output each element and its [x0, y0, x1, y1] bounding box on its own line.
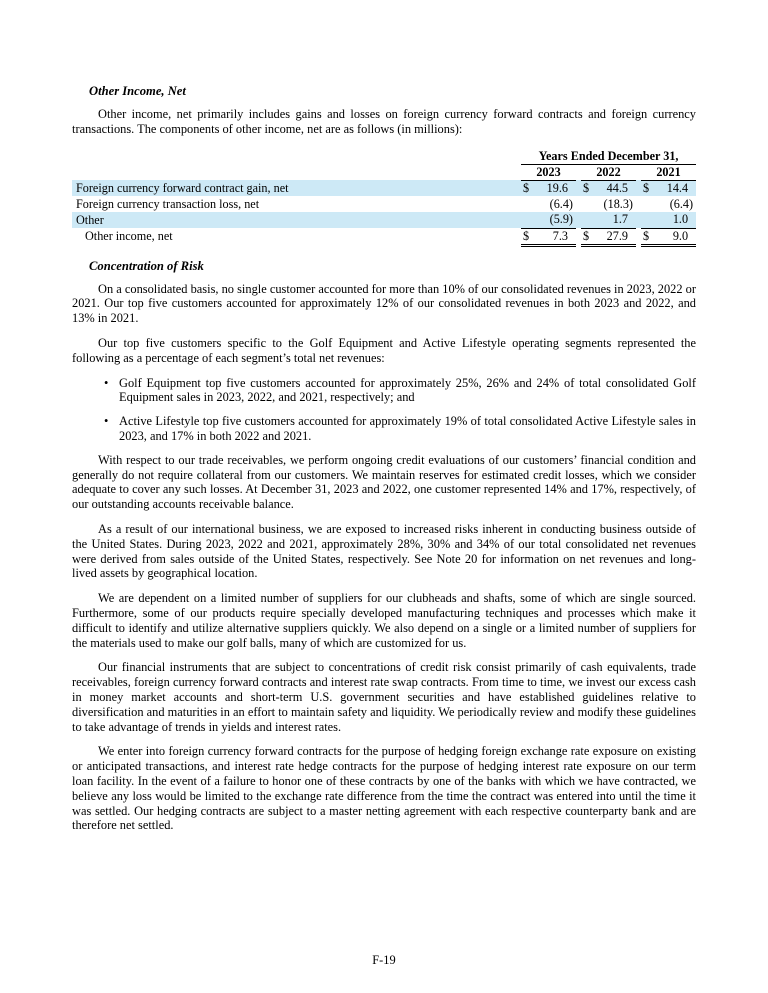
- table-span-header-row: [72, 149, 696, 165]
- currency-cell: $: [641, 180, 655, 196]
- table-year-header-row: [72, 164, 696, 180]
- table-row-total-other-income: [72, 228, 696, 245]
- paragraph-other-income-intro: Other income, net primarily includes gains and losses on foreign currency forward contracts and foreign currency transactions. The components of other income, net are as follows (in millions):: [72, 107, 696, 136]
- row-label: Foreign currency transaction loss, net: [76, 196, 260, 211]
- currency-cell: [581, 212, 595, 228]
- value-cell: (6.4): [669, 196, 694, 211]
- row-label: Foreign currency forward contract gain, net: [72, 180, 521, 196]
- currency-cell: $: [521, 180, 535, 196]
- value-cell: (18.3): [603, 196, 633, 211]
- column-header-2022: 2022: [581, 164, 636, 180]
- currency-cell: [641, 196, 655, 212]
- paragraph-forward-contracts-hedging: We enter into foreign currency forward contracts for the purpose of hedging foreign exchange rate exposure on existing or anticipated transactions, and interest rate hedge contracts for the purpose of hedging interest rate exposure on our term loan facility. In the event of a failure to honor one of these contracts by one of the banks with which we have contracted, we believe any loss would be limited to the exchange rate difference from the time the contract was entered into until the time it was settled. Our hedging contracts are subject to a master netting agreement with each respective counterparty bank and are therefore net settled.: [72, 744, 696, 833]
- value-cell: 9.0: [655, 228, 696, 245]
- bullet-icon: •: [104, 414, 109, 429]
- currency-cell: [581, 196, 595, 212]
- table-row-other: [72, 212, 696, 228]
- bullet-icon: •: [104, 375, 109, 390]
- list-item-golf-equipment: [104, 375, 696, 406]
- other-income-components-table: [72, 149, 696, 247]
- currency-cell: [521, 212, 535, 228]
- section-heading-concentration-of-risk: Concentration of Risk: [89, 258, 204, 273]
- paragraph-suppliers: We are dependent on a limited number of suppliers for our clubheads and shafts, some of which are single sourced. Furthermore, some of our products require specially developed manufacturing techniques and processes which make it difficult to identify and utilize alternative suppliers quickly. We also depend on a single or a limited number of suppliers for the materials used to make our golf balls, many of which are customized for us.: [72, 591, 696, 650]
- currency-cell: $: [641, 228, 655, 245]
- paragraph-consolidated-basis: On a consolidated basis, no single customer accounted for more than 10% of our consolidated revenues in 2023, 2022 or 2021. Our top five customers accounted for approximately 12% of our consolidated revenues in both 2023 and 2022, and 13% in 2021.: [72, 281, 696, 326]
- value-cell: 44.5: [595, 180, 636, 196]
- page-number: F-19: [372, 953, 396, 967]
- list-item-active-lifestyle: [104, 414, 696, 444]
- currency-cell: $: [581, 180, 595, 196]
- paragraph-financial-instruments: Our financial instruments that are subject to concentrations of credit risk consist primarily of cash equivalents, trade receivables, foreign currency forward contracts and interest rate swap contracts. From time to time, we invest our excess cash in money market accounts and short-term U.S. government securities and have established guidelines relative to diversification and maturities in an effort to maintain safety and liquidity. We periodically review and modify these guidelines to take advantage of trends in yields and interest rates.: [72, 660, 696, 734]
- table-row-transaction-loss: [72, 196, 696, 212]
- value-cell: 1.0: [655, 212, 696, 228]
- currency-cell: [521, 196, 535, 212]
- value-cell: 1.7: [595, 212, 636, 228]
- paragraph-trade-receivables: With respect to our trade receivables, we perform ongoing credit evaluations of our customers’ financial condition and generally do not require collateral from our customers. We maintain reserves for estimated credit losses, which we consider adequate to cover any such losses. At December 31, 2023 and 2022, one customer represented 14% and 17%, respectively, of our outstanding accounts receivable balance.: [72, 452, 696, 512]
- paragraph-international-business: As a result of our international business, we are exposed to increased risks inherent in conducting business outside of the United States. During 2023, 2022 and 2021, approximately 28%, 30% and 34% of our total consolidated net revenues were derived from sales outside of the United States, respectively. See Note 20 for information on net revenues and long-lived assets by geographical location.: [72, 521, 696, 581]
- value-cell: 19.6: [535, 180, 576, 196]
- row-label: Other: [72, 212, 521, 228]
- value-cell: (5.9): [535, 212, 576, 228]
- value-cell: 14.4: [655, 180, 696, 196]
- column-header-2023: 2023: [521, 164, 576, 180]
- column-header-2021: 2021: [641, 164, 696, 180]
- row-label: Other income, net: [85, 229, 173, 244]
- empty-cell: [72, 149, 521, 165]
- section-heading-other-income: Other Income, Net: [89, 84, 186, 98]
- currency-cell: $: [521, 228, 535, 245]
- currency-cell: [641, 212, 655, 228]
- value-cell: 27.9: [595, 228, 636, 245]
- value-cell: 7.3: [535, 228, 576, 245]
- table-row-forward-contract-gain: [72, 180, 696, 196]
- empty-cell: [72, 164, 521, 180]
- bullet-text: Active Lifestyle top five customers accounted for approximately 19% of total consolidated Active Lifestyle sales in 2023, and 17% in both 2022 and 2021.: [119, 414, 696, 443]
- value-cell: (6.4): [549, 196, 573, 211]
- table-span-header: Years Ended December 31,: [521, 149, 696, 165]
- currency-cell: $: [581, 228, 595, 245]
- paragraph-top-five-customers: Our top five customers specific to the Golf Equipment and Active Lifestyle operating segments represented the following as a percentage of each segment’s total net revenues:: [72, 335, 696, 365]
- bullet-text: Golf Equipment top five customers accounted for approximately 25%, 26% and 24% of total consolidated Golf Equipment sales in 2023, 2022, and 2021, respectively; and: [119, 375, 696, 405]
